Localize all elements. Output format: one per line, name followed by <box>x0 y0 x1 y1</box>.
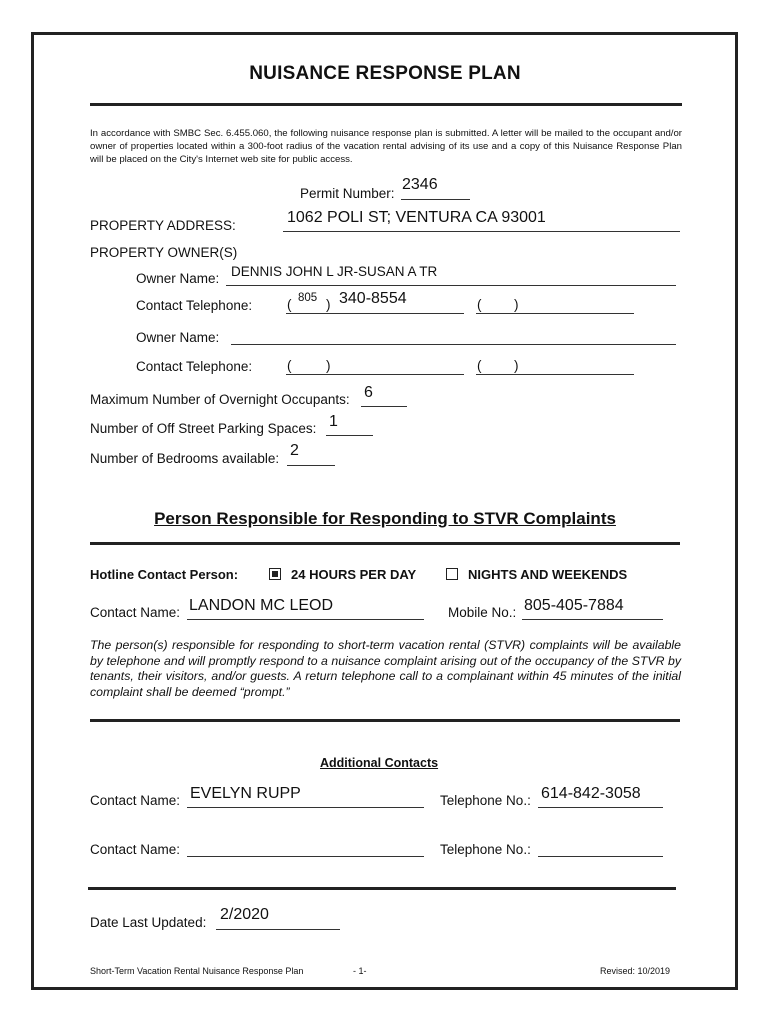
property-address-label: PROPERTY ADDRESS: <box>90 218 236 233</box>
responsible-divider <box>90 542 680 545</box>
additional-contact1-label: Contact Name: <box>90 793 181 808</box>
owner2-close-paren: ) <box>326 358 331 373</box>
bedrooms-label: Number of Bedrooms available: <box>90 451 280 466</box>
additional-phone2-label: Telephone No.: <box>440 842 531 857</box>
additional-phone2-line <box>538 856 663 857</box>
footer-doc-title: Short-Term Vacation Rental Nuisance Response Plan <box>90 966 304 976</box>
owner1-phone-number[interactable]: 340-8554 <box>339 290 407 307</box>
bedrooms-value[interactable]: 2 <box>290 442 299 459</box>
parking-value[interactable]: 1 <box>329 413 338 430</box>
permit-number-line <box>401 199 470 200</box>
responsible-contact-line <box>187 619 424 620</box>
title-divider <box>90 103 682 106</box>
owner1-alt-open-paren: ( <box>477 297 482 312</box>
property-owners-heading: PROPERTY OWNER(S) <box>90 245 238 260</box>
property-address-value[interactable]: 1062 POLI ST; VENTURA CA 93001 <box>287 209 546 226</box>
owner2-alt-phone-line <box>476 374 634 375</box>
property-address-line <box>283 231 680 232</box>
hotline-label: Hotline Contact Person: <box>90 567 239 582</box>
mobile-value[interactable]: 805-405-7884 <box>524 597 624 614</box>
owner1-area-code[interactable]: 805 <box>298 292 318 304</box>
owner1-close-paren: ) <box>326 297 331 312</box>
additional-phone1-label: Telephone No.: <box>440 793 531 808</box>
date-updated-line <box>216 929 340 930</box>
additional-divider <box>88 887 676 890</box>
additional-contact2-line <box>187 856 424 857</box>
owner1-name-value[interactable]: DENNIS JOHN L JR-SUSAN A TR <box>231 264 438 279</box>
responsible-contact-label: Contact Name: <box>90 605 181 620</box>
owner1-name-label: Owner Name: <box>136 271 220 286</box>
option-24-hours-label: 24 HOURS PER DAY <box>291 567 417 582</box>
owner1-name-line <box>226 285 676 286</box>
max-occupants-value[interactable]: 6 <box>364 384 373 401</box>
date-updated-label: Date Last Updated: <box>90 915 207 930</box>
owner2-name-label: Owner Name: <box>136 330 220 345</box>
permit-number-label: Permit Number: <box>300 186 395 201</box>
owner2-name-line <box>231 344 676 345</box>
additional-contacts-heading: Additional Contacts <box>320 756 439 770</box>
max-occupants-label: Maximum Number of Overnight Occupants: <box>90 392 350 407</box>
checkbox-nights-weekends[interactable] <box>446 568 458 580</box>
date-updated-value[interactable]: 2/2020 <box>220 906 269 923</box>
owner2-alt-close-paren: ) <box>514 358 519 373</box>
responsible-heading: Person Responsible for Responding to STVR Complaints <box>154 509 616 528</box>
option-nights-weekends-label: NIGHTS AND WEEKENDS <box>468 567 628 582</box>
owner2-alt-open-paren: ( <box>477 358 482 373</box>
owner1-alt-close-paren: ) <box>514 297 519 312</box>
additional-contact1-line <box>187 807 424 808</box>
parking-line <box>326 435 373 436</box>
page-title: NUISANCE RESPONSE PLAN <box>249 63 521 84</box>
owner1-phone-line <box>286 313 464 314</box>
additional-phone1-line <box>538 807 663 808</box>
footer-page-number: - 1- <box>353 966 367 976</box>
mobile-line <box>522 619 663 620</box>
additional-contact2-label: Contact Name: <box>90 842 181 857</box>
responsibility-paragraph: The person(s) responsible for responding to short-term vacation rental (STVR) complaints will be available by telephone and will promptly respond to a nuisance complaint arising out of the occupancy of the STVR by tenants, their visitors, and/or guests. A return telephone call to a complainant within 45 minutes of the initial complaint shall be deemed “prompt.” <box>90 638 681 699</box>
bedrooms-line <box>287 465 335 466</box>
responsibility-divider <box>90 719 680 722</box>
owner2-open-paren: ( <box>287 358 292 373</box>
owner2-phone-label: Contact Telephone: <box>136 359 253 374</box>
intro-paragraph: In accordance with SMBC Sec. 6.455.060, the following nuisance response plan is submitted. A letter will be mailed to the occupant and/or owner of properties located within a 300-foot radius of the vacation rental advising of its use and a copy of this Nuisance Response Plan will be placed on the City's Internet web site for public access. <box>90 128 682 165</box>
checkbox-24-hours[interactable] <box>269 568 281 580</box>
owner1-open-paren: ( <box>287 297 292 312</box>
owner1-phone-label: Contact Telephone: <box>136 298 253 313</box>
mobile-label: Mobile No.: <box>448 605 517 620</box>
additional-contact1-name[interactable]: EVELYN RUPP <box>190 785 301 802</box>
responsible-contact-value[interactable]: LANDON MC LEOD <box>189 597 334 614</box>
parking-label: Number of Off Street Parking Spaces: <box>90 421 317 436</box>
max-occupants-line <box>361 406 407 407</box>
permit-number-value[interactable]: 2346 <box>402 176 438 193</box>
footer-revised: Revised: 10/2019 <box>600 966 671 976</box>
owner1-alt-phone-line <box>476 313 634 314</box>
owner2-phone-line <box>286 374 464 375</box>
additional-phone1-value[interactable]: 614-842-3058 <box>541 785 641 802</box>
